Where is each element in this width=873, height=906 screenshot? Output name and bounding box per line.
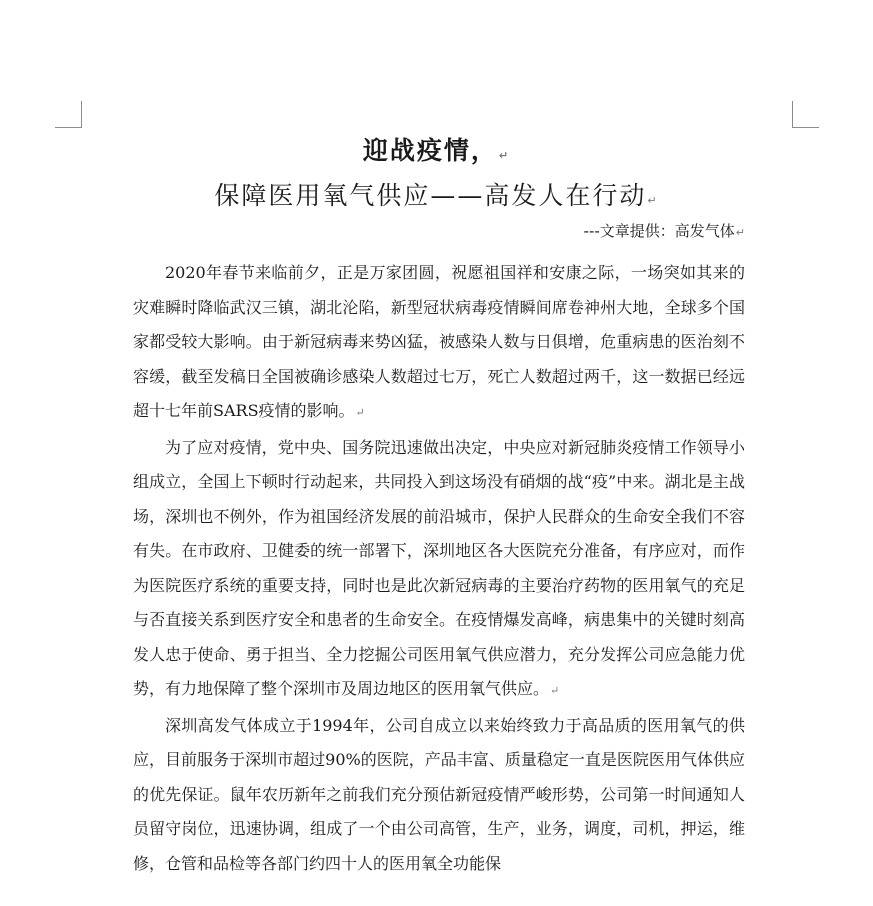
paragraph-mark: ↵ — [498, 149, 511, 162]
document-body — [133, 256, 745, 881]
page-corner-top-right — [792, 101, 819, 128]
page-corner-top-left — [55, 101, 82, 128]
paragraph-2: 为了应对疫情，党中央、国务院迅速做出决定，中央应对新冠肺炎疫情工作领导小组成立，全国上下顿时行动起来，共同投入到这场没有硝烟的战“疫”中来。湖北是主战场，深圳也不例外，作为祖国经济发展的前沿城市，保护人民群众的生命安全我们不容有失。在市政府、卫健委的统一部署下，深圳地区各大医院充分准备，有序应对，而作为医院医疗系统的重要支持，同时也是此次新冠病毒的主要治疗药物的医用氧气的充足与否直接关系到医疗安全和患者的生命安全。在疫情爆发高峰，病患集中的关键时刻高发人忠于使命、勇于担当、全力挖掘公司医用氧气供应潜力，充分发挥公司应急能力优势，有力地保障了整个深圳市及周边地区的医用氧气供应。↵ — [133, 437, 745, 698]
title-line-2: 保障医用氧气供应——高发人在行动↵ — [214, 181, 659, 210]
paragraph-1: 2020年春节来临前夕，正是万家团圆，祝愿祖国祥和安康之际，一场突如其来的灾难瞬时降临武汉三镇，湖北沦陷，新型冠状病毒疫情瞬间席卷神州大地，全球多个国家都受较大影响。由于新冠病毒来势凶猛，被感染人数与日俱增，危重病患的医治刻不容缓，截至发稿日全国被确诊感染人数超过七万，死亡人数超过两千，这一数据已经远超十七年前SARS疫情的影响。↵ — [133, 263, 745, 420]
paragraph-3: 深圳高发气体成立于1994年，公司自成立以来始终致力于高品质的医用氧气的供应，目前服务于深圳市超过90%的医院，产品丰富、质量稳定一直是医院医用气体供应的优先保证。鼠年农历新年之前我们充分预估新冠疫情严峻形势，公司第一时间通知人员留守岗位，迅速协调，组成了一个由公司高管，生产，业务，调度，司机，押运，维修，仓管和品检等各部门约四十人的医用氧全功能保 — [133, 715, 745, 873]
paragraph-mark: ↵ — [647, 194, 659, 207]
title-line-1: 迎战疫情，↵ — [362, 136, 511, 165]
paragraph-mark: ↵ — [355, 406, 365, 419]
byline: ---文章提供：高发气体↵ — [583, 222, 745, 240]
paragraph-mark: ↵ — [550, 684, 560, 697]
paragraph-mark: ↵ — [735, 226, 745, 239]
